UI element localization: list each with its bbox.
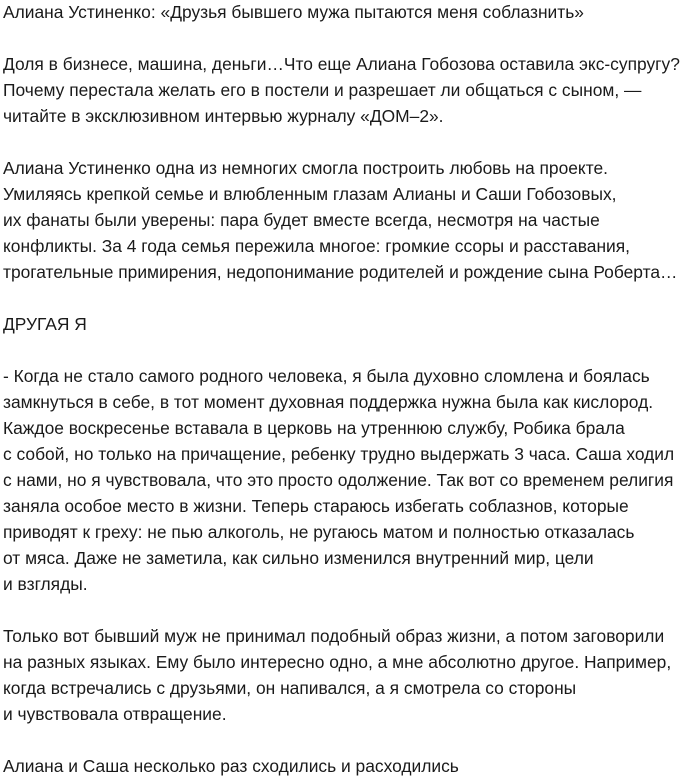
lead-line: Почему перестала желать его в постели и разрешает ли общаться с сыном, — [3,80,642,100]
lead-paragraph [3,51,680,129]
quote-line: замкнуться в себе, в тот момент духовная поддержка нужна была как кислород. [3,392,654,412]
section-heading: ДРУГАЯ Я [3,314,87,334]
paragraph-line: Только вот бывший муж не принимал подобный образ жизни, а потом заговорили [3,626,665,646]
quote-line: с нами, но я чувствовала, что это просто одолжение. Так вот со временем религия [3,470,674,490]
intro-line: их фанаты были уверены: пара будет вместе всегда, несмотря на частые [3,210,600,230]
quote-line: и взгляды. [3,574,88,594]
spacer [3,727,670,753]
quote-line: с собой, но только на причащение, ребенку трудно выдержать 3 часа. Саша ходил [3,444,675,464]
quote-paragraph [3,363,675,597]
spacer [3,597,670,623]
spacer [3,25,670,51]
paragraph-line: когда встречались с друзьями, он напивался, а я смотрела со стороны [3,678,577,698]
quote-line: Каждое воскресенье вставала в церковь на утреннюю службу, Робика брала [3,418,625,438]
lead-line: Доля в бизнесе, машина, деньги…Что еще Алиана Гобозова оставила экс-супругу? [3,54,680,74]
intro-paragraph [3,155,678,285]
spacer [3,129,670,155]
paragraph-line: на разных языках. Ему было интересно одно, а мне абсолютно другое. Например, [3,652,672,672]
quote-line: заняла особое место в жизни. Теперь стараюсь избегать соблазнов, которые [3,496,629,516]
intro-line: конфликты. За 4 года семья пережила многое: громкие ссоры и расставания, [3,236,631,256]
quote-line: от мяса. Даже не заметила, как сильно изменился внутренний мир, цели [3,548,594,568]
paragraph-line: и чувствовала отвращение. [3,704,227,724]
body-paragraph [3,623,670,727]
spacer [3,285,670,311]
intro-line: Алиана Устиненко одна из немногих смогла построить любовь на проекте. [3,158,609,178]
quote-line: - Когда не стало самого родного человека, я была духовно сломлена и боялась [3,366,650,386]
intro-line: трогательные примирения, недопонимание родителей и рождение сына Роберта… [3,262,678,282]
last-line: Алиана и Саша несколько раз сходились и расходились [3,756,459,776]
spacer [3,337,670,363]
intro-line: Умиляясь крепкой семье и влюбленным глазам Алианы и Саши Гобозовых, [3,184,617,204]
article-title: Алиана Устиненко: «Друзья бывшего мужа пытаются меня соблазнить» [3,2,584,22]
quote-line: приводят к греху: не пью алкоголь, не ругаюсь матом и полностью отказалась [3,522,635,542]
lead-line: читайте в эксклюзивном интервью журналу «ДОМ–2». [3,106,444,126]
